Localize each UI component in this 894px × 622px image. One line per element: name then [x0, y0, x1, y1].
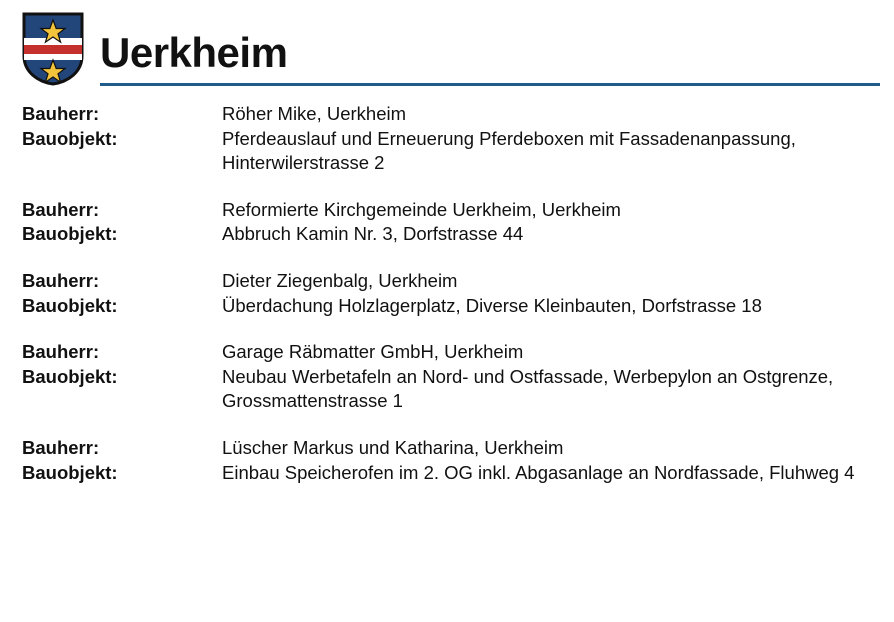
- list-item: [22, 102, 880, 176]
- entry-row-project: [22, 222, 880, 247]
- builder-value: Dieter Ziegenbalg, Uerkheim: [222, 269, 458, 291]
- entry-row-builder: [22, 340, 880, 365]
- entry-row-builder: [22, 269, 880, 294]
- project-label: Bauobjekt:: [22, 365, 118, 387]
- builder-label: Bauherr:: [22, 269, 100, 291]
- list-item: [22, 198, 880, 247]
- list-item: [22, 340, 880, 414]
- project-label: Bauobjekt:: [22, 294, 118, 316]
- entry-row-project: [22, 365, 880, 414]
- page-title: Uerkheim: [100, 28, 288, 76]
- project-label: Bauobjekt:: [22, 461, 118, 483]
- builder-value: Garage Räbmatter GmbH, Uerkheim: [222, 341, 524, 363]
- entry-row-project: [22, 294, 880, 319]
- project-value: Abbruch Kamin Nr. 3, Dorfstrasse 44: [222, 223, 524, 245]
- project-label: Bauobjekt:: [22, 223, 118, 245]
- project-value: Überdachung Holzlagerplatz, Diverse Kleinbauten, Dorfstrasse 18: [222, 294, 762, 316]
- entry-row-project: [22, 461, 880, 486]
- builder-label: Bauherr:: [22, 436, 100, 458]
- builder-label: Bauherr:: [22, 341, 100, 363]
- coat-of-arms-icon: [22, 12, 84, 86]
- title-block: [100, 12, 880, 86]
- builder-value: Reformierte Kirchgemeinde Uerkheim, Uerkheim: [222, 198, 621, 220]
- entry-list: [14, 102, 880, 485]
- project-value: Einbau Speicherofen im 2. OG inkl. Abgasanlage an Nordfassade, Fluhweg 4: [222, 461, 855, 483]
- page-header: [14, 0, 880, 86]
- list-item: [22, 269, 880, 318]
- header-divider: [100, 83, 880, 86]
- entry-row-builder: [22, 436, 880, 461]
- builder-label: Bauherr:: [22, 103, 100, 124]
- entry-row-builder: [22, 102, 880, 127]
- list-item: [22, 436, 880, 485]
- builder-value: Lüscher Markus und Katharina, Uerkheim: [222, 436, 564, 458]
- project-value: Pferdeauslauf und Erneuerung Pferdeboxen mit Fassadenanpassung, Hinterwilerstrasse 2: [222, 127, 796, 174]
- builder-value: Röher Mike, Uerkheim: [222, 103, 407, 124]
- builder-label: Bauherr:: [22, 198, 100, 220]
- project-label: Bauobjekt:: [22, 127, 118, 149]
- project-value: Neubau Werbetafeln an Nord- und Ostfassade, Werbepylon an Ostgrenze, Grossmattenstrasse 1: [222, 365, 834, 412]
- entry-row-project: [22, 127, 880, 176]
- entry-row-builder: [22, 198, 880, 223]
